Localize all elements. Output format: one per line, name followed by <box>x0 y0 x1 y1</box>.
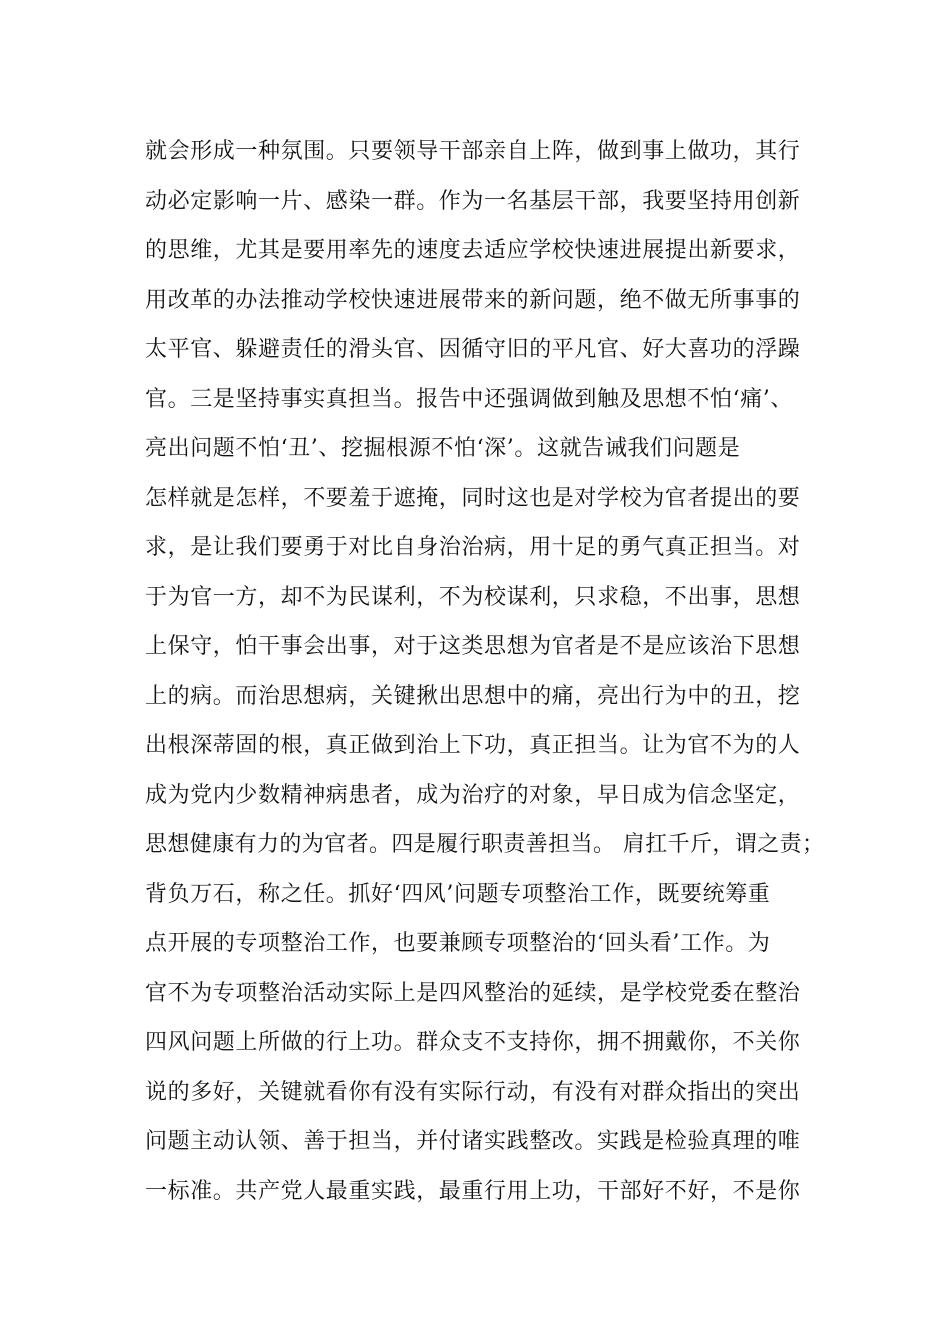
text-line: 四风问题上所做的行上功。群众支不支持你，拥不拥戴你，不关你 <box>145 1030 801 1055</box>
text-line: 动必定影响一片、感染一群。作为一名基层干部，我要坚持用创新 <box>145 188 801 214</box>
body-text <box>145 127 825 1216</box>
text-line: 成为党内少数精神病患者，成为治疗的对象，早日成为信念坚定， <box>145 782 801 808</box>
text-line: 问题主动认领、善于担当，并付诸实践整改。实践是检验真理的唯 <box>145 1129 801 1154</box>
text-line: 点开展的专项整治工作，也要兼顾专项整治的‘回头看’工作。为 <box>145 931 771 956</box>
text-line: 于为官一方，却不为民谋利，不为校谋利，只求稳，不出事，思想 <box>145 584 801 610</box>
text-line: 出根深蒂固的根，真正做到治上下功，真正担当。让为官不为的人 <box>145 733 801 758</box>
text-line: 官。三是坚持事实真担当。报告中还强调做到触及思想不怕‘痛’、 <box>145 386 793 412</box>
text-line: 上保守，怕干事会出事，对于这类思想为官者是不是应该治下思想 <box>145 634 801 659</box>
text-line: 上的病。而治思想病，关键揪出思想中的痛，亮出行为中的丑，挖 <box>145 683 801 709</box>
text-line: 怎样就是怎样，不要羞于遮掩，同时这也是对学校为官者提出的要 <box>145 485 801 511</box>
text-line: 太平官、躲避责任的滑头官、因循守旧的平凡官、好大喜功的浮躁 <box>145 337 801 362</box>
text-line: 求，是让我们要勇于对比自身治治病，用十足的勇气真正担当。对 <box>145 535 801 560</box>
text-line: 用改革的办法推动学校快速进展带来的新问题，绝不做无所事事的 <box>145 287 801 313</box>
text-line: 背负万石，称之任。抓好‘四风’问题专项整治工作，既要统筹重 <box>145 881 771 907</box>
text-line: 官不为专项整治活动实际上是四风整治的延续，是学校党委在整治 <box>145 980 801 1006</box>
text-line: 说的多好，关键就看你有没有实际行动，有没有对群众指出的突出 <box>145 1079 801 1105</box>
text-line: 思想健康有力的为官者。四是履行职责善担当。 肩扛千斤，谓之责； <box>145 832 825 857</box>
text-line: 亮出问题不怕‘丑’、挖掘根源不怕‘深’。这就告诫我们问题是 <box>145 436 741 461</box>
text-line: 一标准。共产党人最重实践，最重行用上功，干部好不好，不是你 <box>145 1178 801 1204</box>
text-line: 的思维，尤其是要用率先的速度去适应学校快速进展提出新要求， <box>145 238 801 263</box>
text-line: 就会形成一种氛围。只要领导干部亲自上阵，做到事上做功，其行 <box>145 139 801 164</box>
